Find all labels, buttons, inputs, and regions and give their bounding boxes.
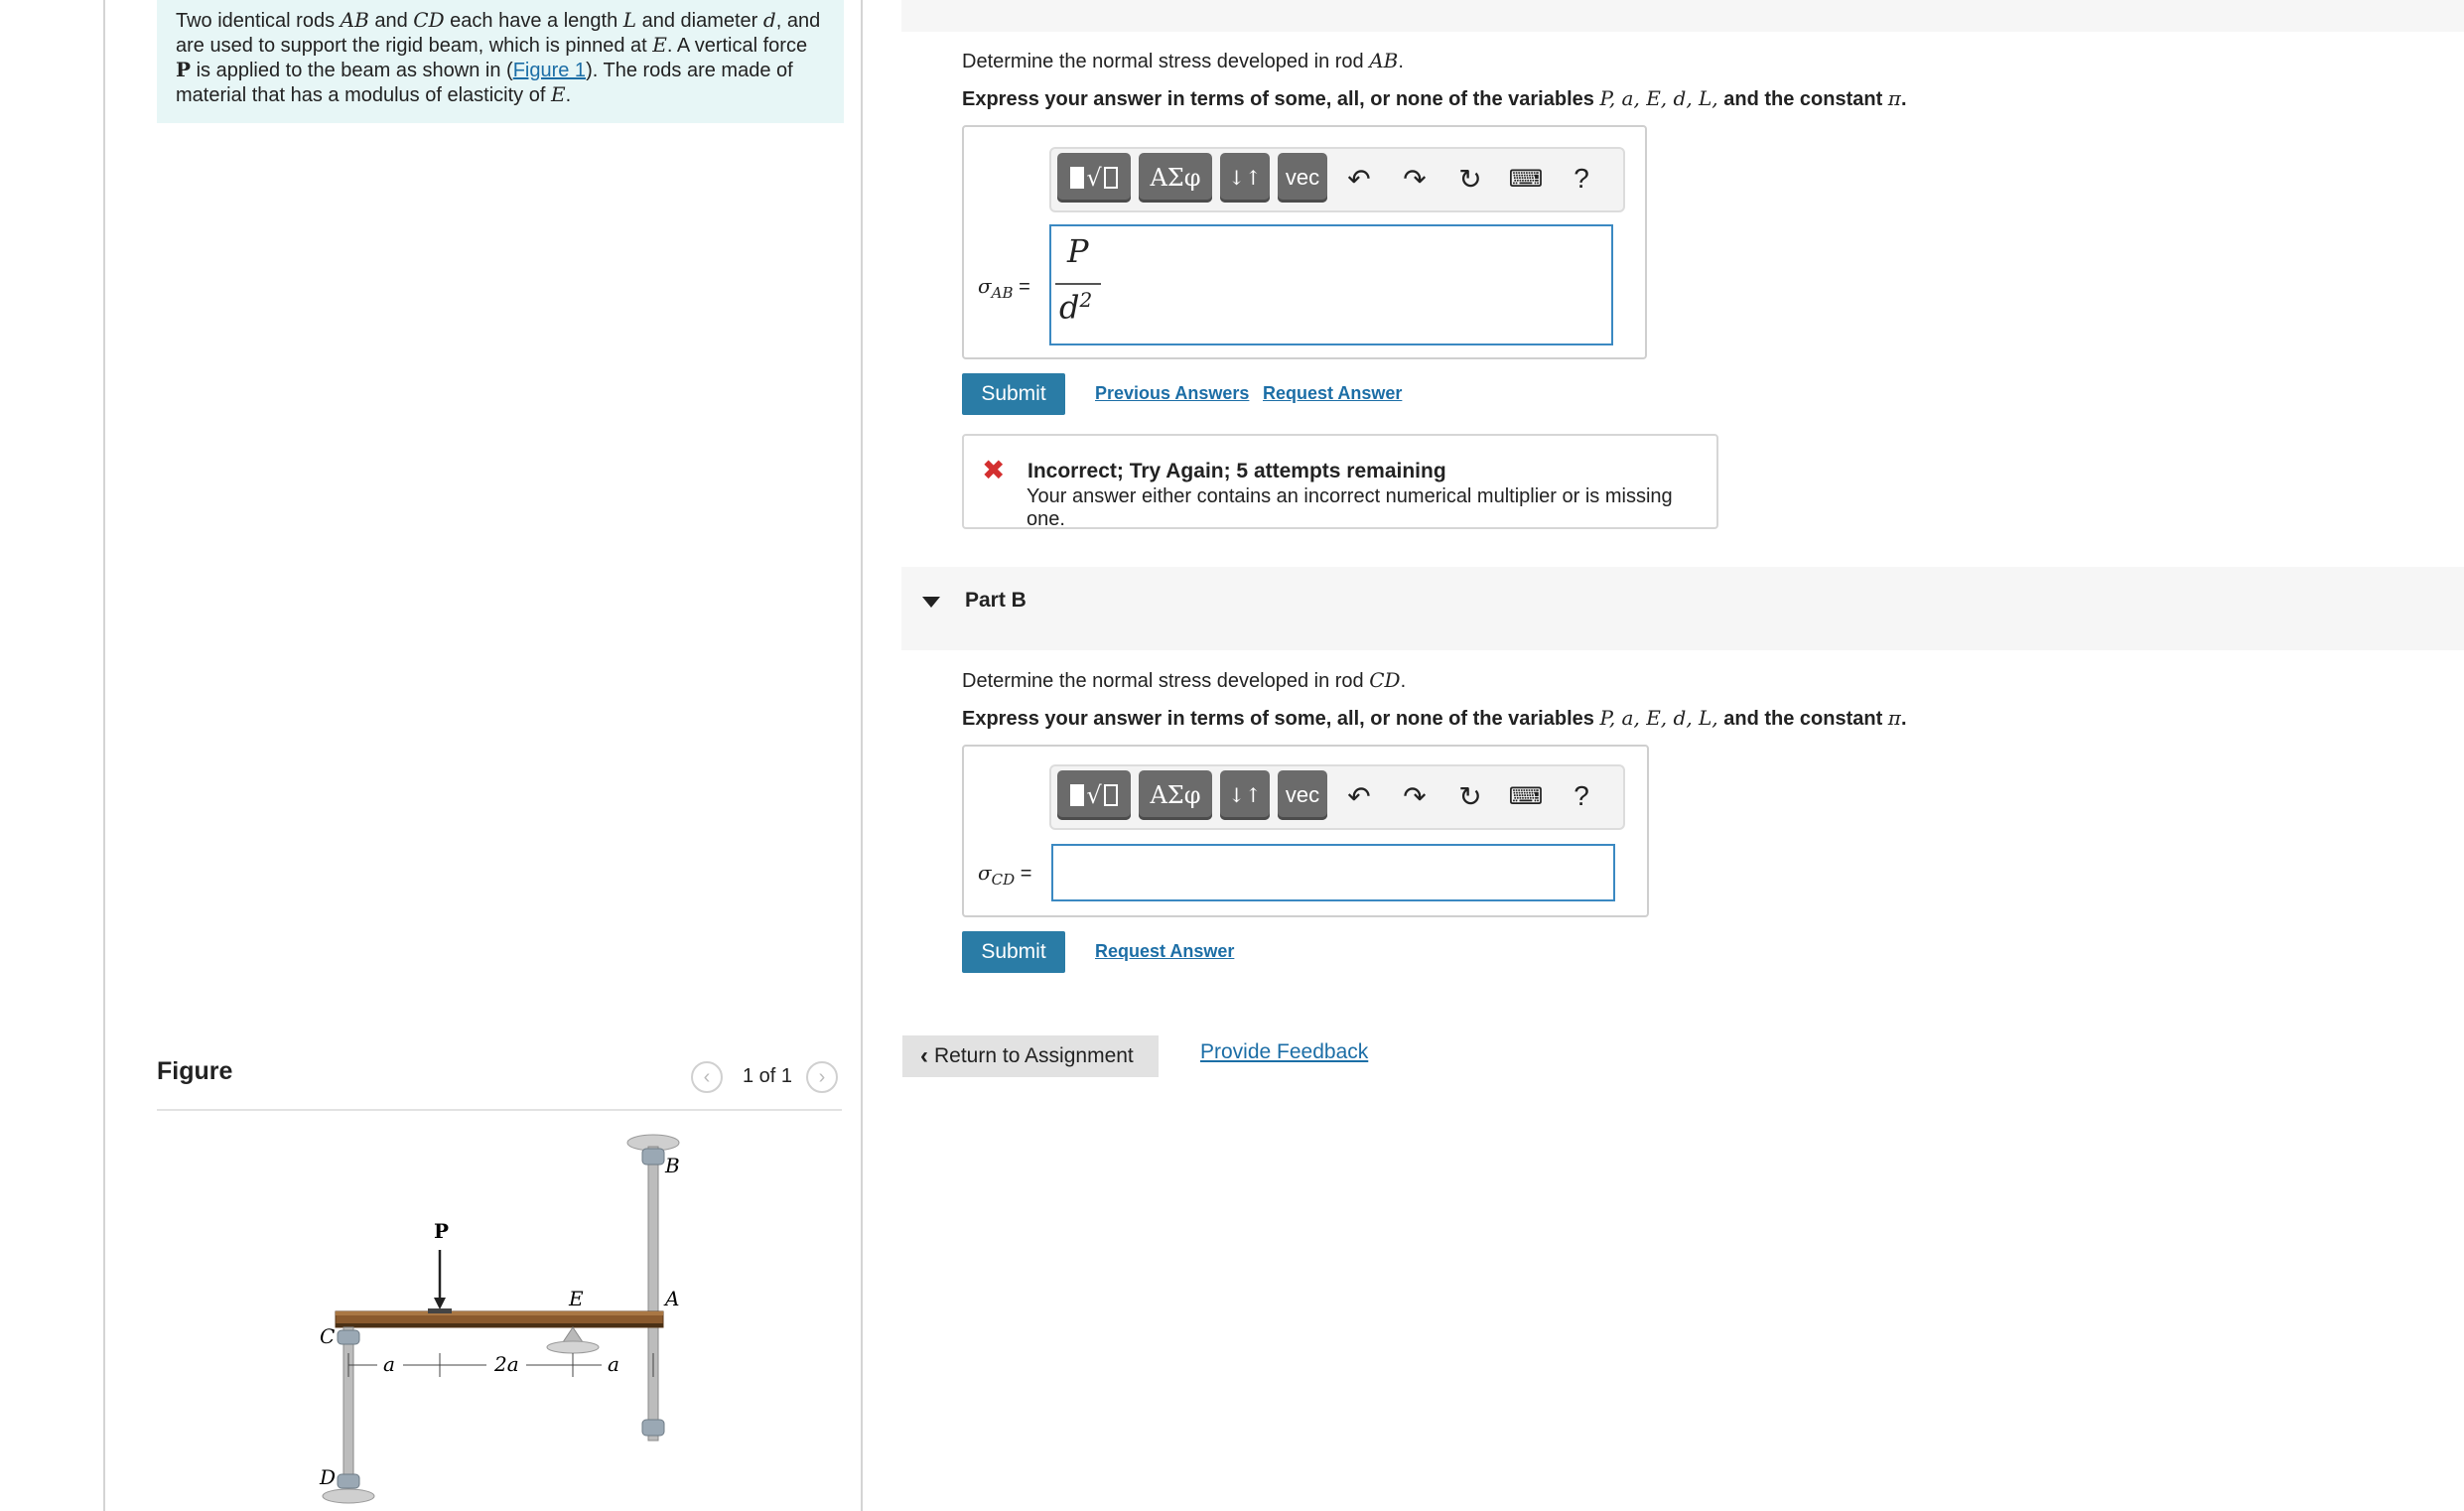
answer-denominator: $d^2$ (1059, 288, 1093, 327)
part-a-request-answer-link[interactable]: Request Answer (1263, 383, 1403, 403)
part-a-label: $\sigma_{AB}$ = (978, 274, 1030, 302)
figure-next-button[interactable] (806, 1061, 838, 1093)
part-b-request-answer-link[interactable]: Request Answer (1095, 941, 1235, 961)
templates-icon: √ (1070, 781, 1117, 809)
problem-intro: Two identical rods AB and CD each have a length L and diameter d, and are used to support the rigid beam, which is pinned at E. A vertical force P is applied to the beam as shown in (Figure 1). The rods are made of material that has a modulus of elasticity of E. (157, 0, 844, 123)
keyboard-icon[interactable]: ⌨ (1508, 165, 1544, 193)
greek-symbols-button[interactable]: ΑΣφ (1139, 153, 1212, 203)
redo-icon[interactable]: ↷ (1403, 780, 1427, 812)
feedback-title: Incorrect; Try Again; 5 attempts remaining (1027, 460, 1446, 482)
previous-answers-link[interactable]: Previous Answers (1095, 383, 1250, 403)
part-a-header-band (901, 0, 2464, 32)
label-dim-a3: a (608, 1352, 619, 1376)
rod-ab (648, 1147, 658, 1441)
undo-icon[interactable]: ↶ (1347, 780, 1371, 812)
return-to-assignment-button[interactable]: ‹ Return to Assignment (902, 1035, 1159, 1077)
provide-feedback-link[interactable]: Provide Feedback (1200, 1040, 1369, 1063)
arrows-button[interactable]: ↓↑ (1220, 770, 1270, 820)
left-border (103, 0, 105, 1511)
chevron-left-icon: ‹ (703, 1065, 711, 1088)
reset-icon[interactable]: ↻ (1458, 163, 1482, 195)
support-d (323, 1489, 374, 1503)
figure-count: 1 of 1 (743, 1065, 793, 1087)
figure-title: Figure (157, 1057, 233, 1085)
part-b-title: Part B (965, 589, 1027, 612)
error-x-icon: ✖ (982, 455, 1006, 485)
keyboard-icon[interactable]: ⌨ (1508, 782, 1544, 810)
chevron-left-icon: ‹ (920, 1042, 928, 1069)
part-b-label: $\sigma_{CD}$ = (978, 861, 1032, 889)
redo-icon[interactable]: ↷ (1403, 163, 1427, 195)
feedback-body: Your answer either contains an incorrect numerical multiplier or is missing one. (1027, 485, 1673, 530)
part-b-prompt: Determine the normal stress developed in rod CD. (962, 668, 1407, 692)
caret-down-icon (922, 597, 940, 608)
part-a-feedback (962, 434, 1718, 529)
label-c: C (320, 1324, 336, 1348)
part-a-prompt: Determine the normal stress developed in rod AB. (962, 49, 1404, 72)
part-a-submit-button[interactable]: Submit (962, 373, 1065, 415)
beam-figure (298, 1127, 735, 1511)
rod-cd (343, 1327, 353, 1486)
undo-icon[interactable]: ↶ (1347, 163, 1371, 195)
templates-button[interactable] (1057, 153, 1131, 203)
greek-symbols-button[interactable]: ΑΣφ (1139, 770, 1212, 820)
label-p: P (434, 1219, 450, 1243)
fraction-bar (1055, 283, 1101, 285)
part-b-answer-input[interactable] (1051, 844, 1615, 901)
label-b: B (665, 1154, 680, 1177)
label-dim-2a: 2a (494, 1352, 519, 1376)
help-icon[interactable]: ? (1574, 780, 1589, 811)
templates-icon: √ (1070, 164, 1117, 192)
label-a: A (665, 1287, 680, 1310)
part-a-answer-box (962, 125, 1647, 359)
part-b-submit-button[interactable]: Submit (962, 931, 1065, 973)
figure-prev-button[interactable] (691, 1061, 723, 1093)
answer-numerator: P (1067, 232, 1089, 270)
panel-divider (861, 0, 863, 1511)
part-a-instructions: Express your answer in terms of some, all, or none of the variables P, a, E, d, L, and the constant π. (962, 86, 1907, 110)
part-b-toolbar (1049, 764, 1625, 830)
part-a-answer-input[interactable] (1049, 224, 1613, 345)
reset-icon[interactable]: ↻ (1458, 780, 1482, 812)
part-b-instructions: Express your answer in terms of some, all, or none of the variables P, a, E, d, L, and the constant π. (962, 706, 1907, 730)
arrows-button[interactable]: ↓↑ (1220, 153, 1270, 203)
vector-button[interactable]: vec (1278, 153, 1327, 203)
chevron-right-icon: › (818, 1065, 826, 1088)
templates-button[interactable] (1057, 770, 1131, 820)
figure-separator (157, 1109, 842, 1111)
help-icon[interactable]: ? (1574, 163, 1589, 194)
figure-link[interactable]: Figure 1 (512, 60, 587, 81)
label-e: E (569, 1287, 584, 1310)
part-b-answer-box (962, 745, 1649, 917)
label-dim-a1: a (383, 1352, 395, 1376)
part-b-header[interactable] (901, 567, 2464, 650)
vector-button[interactable]: vec (1278, 770, 1327, 820)
part-a-toolbar (1049, 147, 1625, 212)
label-d: D (320, 1465, 337, 1489)
